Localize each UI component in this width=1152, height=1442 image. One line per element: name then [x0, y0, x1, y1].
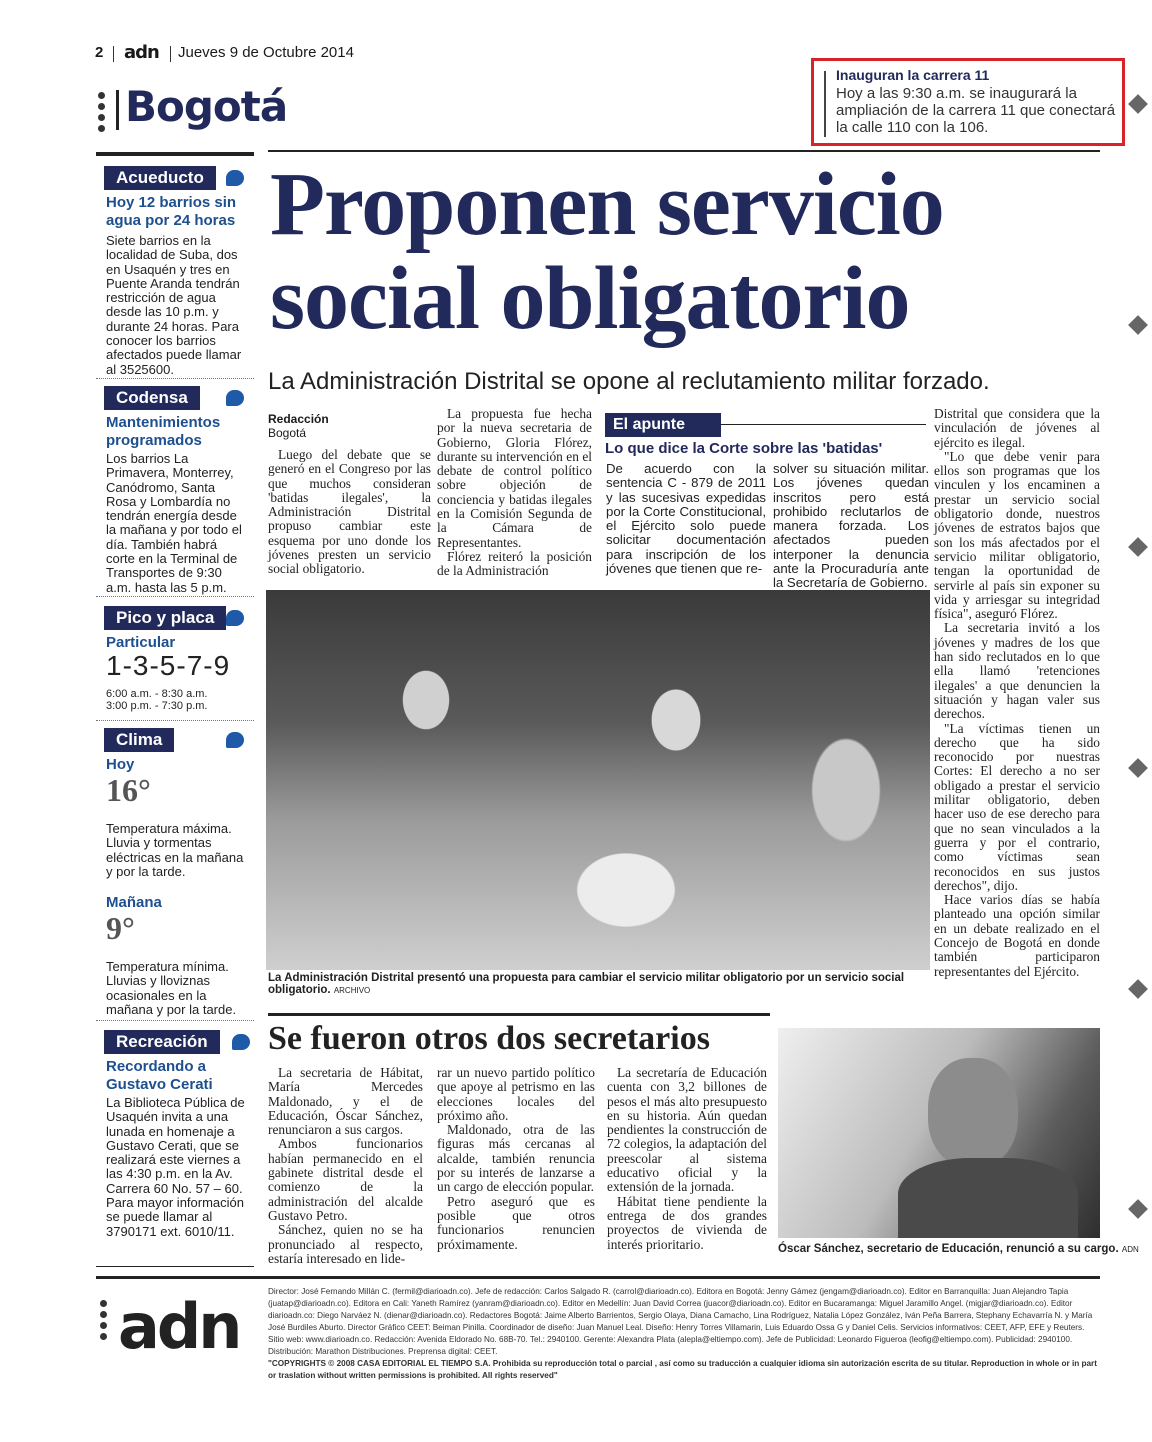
folio-divider: [113, 46, 114, 62]
right-paragraph: Distrital que considera que la vinculación de jóvenes al ejército es ilegal.: [934, 406, 1100, 450]
main-photo-credit: ARCHIVO: [333, 986, 371, 995]
second-paragraph: rar un nuevo partido político que apoye al petrismo en las elecciones locales del próximo año.: [437, 1065, 595, 1123]
second-paragraph: Petro aseguró que es posible que otros funcionarios renuncien próximamente.: [437, 1193, 595, 1252]
page-edge-diamond-icon: [1128, 315, 1148, 335]
teaser-body: Hoy a las 9:30 a.m. se inaugurará la ampliación de la carrera 11 que conectará la calle 110 con la 106.: [836, 85, 1116, 136]
second-story-rule: [268, 1013, 770, 1016]
footer-copyright: "COPYRIGHTS © 2008 CASA EDITORIAL EL TIEMPO S.A. Prohibida su reproducción total o parcial , así como su traducción a cualquier idioma sin autorización escrita de su titular. Reproduction in whole or in part or traslation without written permissions is prohibited. All rights reserved": [268, 1359, 1097, 1380]
second-paragraph: La secretaría de Educación cuenta con 3,2 billones de pesos el más alto presupuesto en su historia. Aún quedan pendientes la construcción de 72 colegios, la adaptación del preescolar al sistema educativo oficial y la extensión de la jornada.: [607, 1065, 767, 1195]
speech-bubble-icon: [226, 390, 244, 406]
codensa-headline: Mantenimientos programados: [106, 414, 221, 449]
acueducto-headline: Hoy 12 barrios sin agua por 24 horas: [106, 194, 237, 229]
portrait-suit: [898, 1158, 1078, 1238]
teaser-title: Inauguran la carrera 11: [836, 67, 990, 83]
apunte-column-2: solver su situación militar. Los jóvenes quedan inscritos pero está prohibido reclutarlos de manera forzada. Los afectados pueden interponer la denuncia ante la Procuraduría ante la Secretaría de Gobierno.: [773, 461, 929, 591]
tag-pico-y-placa: Pico y placa: [104, 606, 226, 630]
tag-acueducto: Acueducto: [104, 166, 216, 190]
main-column-2: [437, 407, 592, 579]
second-photo-caption-text: Óscar Sánchez, secretario de Educación, renunció a su cargo.: [778, 1243, 1119, 1255]
apunte-rule: [721, 424, 926, 425]
pico-plate-numbers: 1-3-5-7-9: [106, 650, 231, 681]
section-dots-icon: [98, 92, 106, 136]
clima-tomorrow-temp: 9°: [106, 910, 135, 946]
pico-hours-morning: 6:00 a.m. - 8:30 a.m.: [106, 688, 208, 700]
main-col2-paragraph: La propuesta fue hecha por la nueva secretaria de Gobierno, Gloria Flórez, durante su intervención en el debate de control político sobre objeción de conciencia y batidas ilegales en la Comisión Segunda de la Cámara de Representantes.: [437, 406, 592, 550]
clima-tomorrow-label: Mañana: [106, 894, 162, 911]
second-paragraph: Maldonado, otra de las figuras más cercanas al alcalde, también renuncia por su interés de lanzarse a un cargo de elección popular.: [437, 1122, 595, 1195]
main-photo-caption-text: La Administración Distrital presentó una propuesta para cambiar el servicio militar obligatorio por un servicio social obligatorio.: [268, 972, 905, 996]
tag-clima: Clima: [104, 728, 174, 752]
folio-divider: [170, 46, 171, 62]
section-title: Bogotá: [125, 82, 288, 131]
main-headline-line2: social obligatorio: [270, 249, 910, 348]
second-headline: Se fueron otros dos secretarios: [268, 1020, 710, 1057]
second-photo-credit: ADN: [1121, 1245, 1139, 1254]
main-col2-paragraph: Flórez reiteró la posición de la Administración: [437, 548, 592, 579]
portrait-face: [928, 1058, 1018, 1168]
second-paragraph: La secretaria de Hábitat, María Mercedes Maldonado, y el de Educación, Óscar Sánchez, renunciaron a sus cargos.: [268, 1065, 423, 1138]
codensa-body: Los barrios La Primavera, Monterrey, Canódromo, Santa Rosa y Lombardía no tendrán energía desde la mañana y por todo el día. También habrá corte en la Terminal de Transportes de 9:30 a.m. hasta las 5 p.m.: [106, 451, 242, 595]
section-bar: [116, 90, 119, 130]
byline: [268, 412, 329, 440]
sidebar-briefs: [96, 152, 254, 1267]
speech-bubble-icon: [226, 170, 244, 186]
second-paragraph: Hábitat tiene pendiente la entrega de dos grandes proyectos de vivienda de interés prioritario.: [607, 1193, 767, 1252]
brand-logo-small: adn: [124, 42, 159, 63]
speech-bubble-icon: [226, 732, 244, 748]
right-paragraph: "La víctimas tienen un derecho que ha sido reconocido por nuestras Cortes: El derecho a no ser obligado a prestar el servicio militar obligatorio, deben hacer uso de ese derecho para que no sean vinculados a la guerra y por el contrario, como víctimas sean reconocidos en sus justos derechos", dijo.: [934, 720, 1100, 893]
tag-recreacion: Recreación: [104, 1030, 220, 1054]
second-photo: [778, 1028, 1100, 1238]
second-paragraph: Ambos funcionarios habían permanecido en el gabinete distrital desde el comienzo de la administración del alcalde Gustavo Petro.: [268, 1136, 423, 1223]
recreacion-headline: Recordando a Gustavo Cerati: [106, 1058, 213, 1093]
page-edge-diamond-icon: [1128, 94, 1148, 114]
main-headline-line1: Proponen servicio: [270, 155, 944, 254]
recreacion-body: La Biblioteca Pública de Usaquén invita a una lunada en homenaje a Gustavo Cerati, que se realizará este viernes a las 4:30 p.m. en la Av. Carrera 60 No. 57 – 60. Para mayor información se puede llamar al 3790171 ext. 6010/11.: [106, 1095, 245, 1239]
clima-today-body: Temperatura máxima. Lluvia y tormentas eléctricas en la mañana y por la tarde.: [106, 821, 244, 879]
sidebar-divider: [96, 378, 254, 379]
apunte-tag: El apunte: [605, 413, 721, 437]
issue-date: Jueves 9 de Octubre 2014: [178, 44, 354, 61]
main-photo: [266, 590, 930, 970]
sidebar-divider: [96, 1020, 254, 1021]
main-headline: [270, 155, 1110, 348]
teaser-rule: [824, 71, 826, 137]
byline-city: Bogotá: [268, 426, 307, 440]
right-paragraph: La secretaria invitó a los jóvenes y madres de los que han sido reclutados en lo que ella llamó 'retenciones ilegales' a que denuncien la situación y hagan valer sus derechos.: [934, 620, 1100, 722]
clima-tomorrow-body: Temperatura mínima. Lluvias y lloviznas ocasionales en la mañana y por la tarde.: [106, 959, 237, 1017]
pico-hours-evening: 3:00 p.m. - 7:30 p.m.: [106, 700, 208, 712]
footer-rule: [96, 1276, 1100, 1279]
page-edge-diamond-icon: [1128, 537, 1148, 557]
speech-bubble-icon: [232, 1034, 250, 1050]
footer-staff-list: Director: José Fernando Millán C. (fermil@diarioadn.co). Jefe de redacción: Carlos Salgado R. (carrol@diarioadn.co). Editora en Bogotá: Jenny Gámez (jengam@diarioadn.co). Editor en Barranquilla: Juan Alejandro Tapia (juatap@diarioadn.co). Editora en Cali: Yaneth Ramírez (yanram@diarioadn.co). Editor en Medellín: Juan David Correa (juacor@diarioadn.co). Editor en Bucaramanga: Miguel Jaramillo Angel. (migjar@diarioadn.co). Editor diarioadn.co: Diego Narváez N. (dienar@diarioadn.co). Redactores Bogotá: Jaime Alberto Barrientos, Sergio Olaya, Diana Camacho, Lina Rodríguez, Natalia López González, Iván Peña Barrera, Stephany Echavarría N. y María José Burdiles Aburto. Director Gráfico CEET: Beiman Pinilla. Coordinador de diseño: Juan Manuel Leal. Diseño: Henry Torres Villamarin, Luis Eduardo Ossa G y Daniel Celis. Servicios informativos: CEET, AFP, EFE y Reuters. Sitio web: www.diarioadn.co. Redacción: Avenida Eldorado No. 68B-70. Tel.: 2940100. Gerente: Alexandra Plata (alepla@eltiempo.com). Jefe de Publicidad: Leonardo Figueroa (leofig@eltiempo.com). Publicidad: 2940100. Distribución: Marathon Distribuciones. Preprensa digital: CEET.: [268, 1287, 1093, 1356]
second-column-1: [268, 1066, 423, 1266]
footer-credits: [268, 1286, 1100, 1382]
pico-hours: [106, 688, 208, 712]
apunte-title: Lo que dice la Corte sobre las 'batidas': [605, 440, 883, 457]
main-col1-paragraph: Luego del debate que se generó en el Congreso por las que muchos consideran 'batidas ilegales', la Administración Distrital propuso cambiar este esquema por uno donde los jóvenes presten un servicio social obligatorio.: [268, 447, 431, 577]
right-paragraph: "Lo que debe venir para ellos son programas que los vinculen y los encaminen a prestar un servicio social obligatorio donde, nuestros jóvenes de estratos bajos que son los más afectados por el servicio militar obligatorio, tengan la oportunidad de servirle al país sin exponer su vida y arriesgar su integridad física", aseguró Flórez.: [934, 448, 1100, 622]
second-paragraph: Sánchez, quien no se ha pronunciado al respecto, estaría interesado en lide-: [268, 1222, 423, 1266]
clima-today-temp: 16°: [106, 772, 151, 808]
main-photo-image: [266, 590, 930, 970]
teaser-box: [811, 58, 1125, 146]
speech-bubble-icon: [226, 610, 244, 626]
acueducto-body: Siete barrios en la localidad de Suba, dos en Usaquén y tres en Puente Aranda tendrán restricción de agua desde las 10 p.m. y durante 24 horas. Para conocer los barrios afectados puede llamar al 3525600.: [106, 233, 242, 377]
main-subheadline: La Administración Distrital se opone al reclutamiento militar forzado.: [268, 368, 990, 395]
page-edge-diamond-icon: [1128, 758, 1148, 778]
byline-author: Redacción: [268, 412, 329, 426]
second-column-2: [437, 1066, 595, 1252]
footer-dots-icon: [100, 1300, 107, 1344]
sidebar-divider: [96, 596, 254, 597]
main-column-1: [268, 448, 431, 577]
clima-today-label: Hoy: [106, 756, 135, 773]
sidebar-divider: [96, 720, 254, 721]
main-top-rule: [268, 150, 1100, 152]
tag-codensa: Codensa: [104, 386, 200, 410]
right-paragraph: Hace varios días se había planteado una opción similar en un debate realizado en el Concejo de Bogotá en donde también participaron representantes del Ejército.: [934, 892, 1100, 979]
page-number: 2: [95, 44, 104, 61]
pico-headline: Particular: [106, 634, 176, 651]
main-photo-caption: [268, 972, 932, 996]
second-photo-caption: [778, 1243, 1139, 1255]
page-edge-diamond-icon: [1128, 1199, 1148, 1219]
page-edge-diamond-icon: [1128, 979, 1148, 999]
footer-logo: adn: [118, 1290, 240, 1363]
apunte-column-1: De acuerdo con la sentencia C - 879 de 2011 y las sucesivas expedidas por la Corte Constitucional, el Ejército solo puede solicitar documentación para inscripción de los jóvenes que tienen que re-: [606, 461, 766, 577]
second-column-3: [607, 1066, 767, 1252]
main-column-right: [934, 407, 1100, 979]
